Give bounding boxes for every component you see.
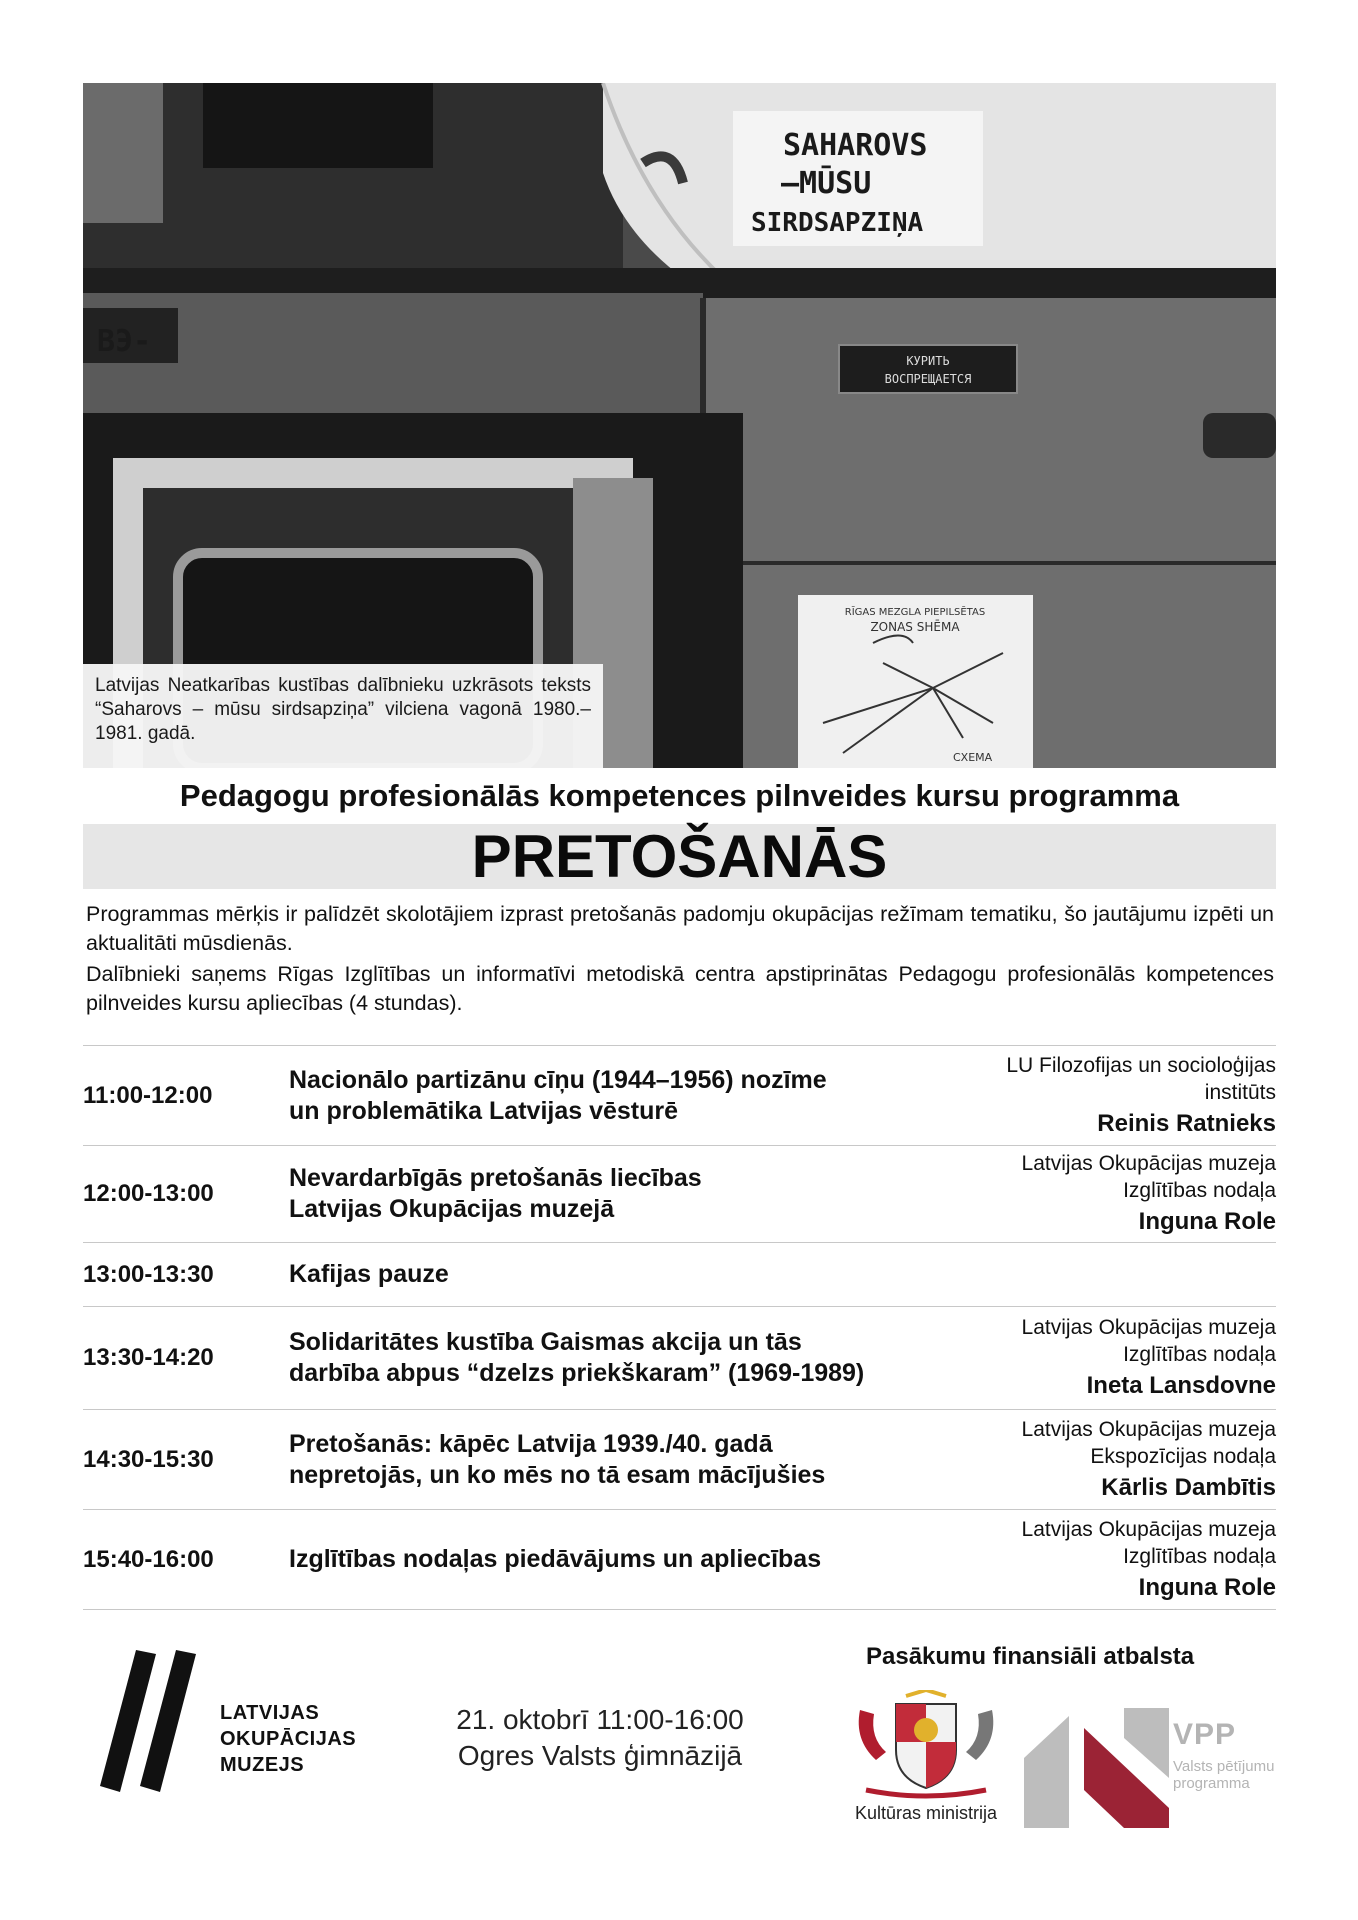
schedule-table [83, 1045, 1276, 1610]
session-topic [289, 1327, 946, 1389]
session-topic-line: Kafijas pauze [289, 1260, 449, 1288]
event-info [430, 1702, 770, 1774]
schedule-row [83, 1307, 1276, 1410]
museum-stripes-icon [98, 1646, 208, 1796]
plate-line-1: КУРИТЬ [906, 354, 950, 368]
speaker-organization: Latvijas Okupācijas muzeja [1021, 1316, 1276, 1339]
speaker-organization: Izglītības nodaļa [1123, 1179, 1276, 1202]
session-topic [289, 1544, 946, 1575]
speaker-name: Inguna Role [1138, 1573, 1276, 1601]
ministry-name: Kultūras ministrija [854, 1803, 998, 1823]
coat-of-arms-icon [846, 1690, 1006, 1800]
speaker-organization: LU Filozofijas un socioloģijas [1006, 1053, 1276, 1077]
session-speaker [946, 1150, 1276, 1238]
vpp-name-line: Valsts pētījumu [1173, 1758, 1275, 1775]
museum-name-line: MUZEJS [220, 1754, 305, 1776]
vpp-full-name [1173, 1758, 1283, 1792]
session-topic-line: nepretojās, un ko mēs no tā esam mācījušies [289, 1460, 826, 1489]
museum-name-line: LATVIJAS [220, 1702, 320, 1724]
vpp-mark-icon [1024, 1708, 1169, 1828]
session-topic [289, 1163, 946, 1225]
speaker-organization: institūts [1204, 1080, 1276, 1104]
session-topic [289, 1259, 946, 1290]
museum-name-line: OKUPĀCIJAS [220, 1728, 357, 1750]
support-label: Pasākumu finansiāli atbalsta [866, 1643, 1195, 1670]
session-speaker [946, 1516, 1276, 1604]
vpp-name-line: programma [1173, 1775, 1250, 1792]
graffiti-line-1: SAHAROVS [783, 128, 928, 163]
speaker-organization: Izglītības nodaļa [1123, 1343, 1276, 1366]
event-date-time: 21. oktobrī 11:00-16:00 [456, 1704, 744, 1735]
museum-name [220, 1700, 356, 1778]
session-topic-line: darbība abpus “dzelzs priekškaram” (1969-1989) [289, 1359, 865, 1387]
vpp-abbreviation: VPP [1173, 1718, 1237, 1751]
session-speaker [946, 1314, 1276, 1402]
speaker-organization: Latvijas Okupācijas muzeja [1021, 1517, 1276, 1541]
session-topic-line: Nacionālo partizānu cīņu (1944–1956) nozīme [289, 1065, 827, 1094]
speaker-organization: Ekspozīcijas nodaļa [1090, 1444, 1276, 1468]
ministry-logo [846, 1690, 1006, 1805]
wagon-number: ВЭ- [97, 324, 152, 359]
session-topic-line: Solidaritātes kustība Gaismas akcija un tās [289, 1328, 802, 1356]
speaker-organization: Latvijas Okupācijas muzeja [1021, 1417, 1276, 1441]
session-topic-line: Izglītības nodaļas piedāvājums un apliecības [289, 1545, 822, 1573]
graffiti-line-2: –MŪSU [781, 166, 872, 201]
map-header-2: ZONAS SHĒMA [870, 620, 960, 634]
event-venue: Ogres Valsts ģimnāzijā [457, 1740, 743, 1771]
plate-line-2: ВОСПРЕЩАЕТСЯ [884, 372, 972, 386]
schedule-row [83, 1410, 1276, 1510]
schedule-row [83, 1046, 1276, 1146]
session-time: 13:00-13:30 [83, 1260, 214, 1288]
program-subtitle: Pedagogu profesionālās kompetences pilnveides kursu programma [179, 778, 1180, 813]
speaker-name: Reinis Ratnieks [1097, 1109, 1276, 1137]
photo-caption: Latvijas Neatkarības kustības dalībnieku uzkrāsots teksts “Saharovs – mūsu sirdsapziņa” vilciena vagonā 1980.–1981. gadā. [83, 664, 603, 768]
intro-paragraph-2: Dalībnieki saņems Rīgas Izglītības un informatīvi metodiskā centra apstiprinātas Pedagogu profesionālās kompetences pilnveides kursu apliecības (4 stundas). [86, 962, 1274, 1015]
map-header-1: RĪGAS MEZGLA PIEPILSĒTAS [844, 607, 986, 618]
session-topic [289, 1429, 946, 1491]
session-speaker [946, 1416, 1276, 1504]
schedule-row [83, 1243, 1276, 1307]
session-topic-line: Latvijas Okupācijas muzejā [289, 1195, 615, 1223]
session-time: 13:30-14:20 [83, 1344, 214, 1371]
session-time: 12:00-13:00 [83, 1180, 214, 1207]
speaker-name: Ineta Lansdovne [1086, 1372, 1276, 1399]
vpp-logo [1024, 1708, 1169, 1833]
map-footer: СХЕМА [953, 751, 993, 764]
schedule-row [83, 1146, 1276, 1243]
session-speaker [946, 1052, 1276, 1140]
session-topic-line: un problemātika Latvijas vēsturē [289, 1096, 679, 1125]
session-time: 11:00-12:00 [83, 1081, 213, 1109]
session-topic-line: Nevardarbīgās pretošanās liecības [289, 1164, 702, 1192]
graffiti-line-3: SIRDSAPZIŅA [751, 208, 924, 238]
speaker-organization: Latvijas Okupācijas muzeja [1021, 1152, 1276, 1175]
intro-paragraph-1: Programmas mērķis ir palīdzēt skolotājiem izprast pretošanās padomju okupācijas režīmam tematiku, šo jautājumu izpēti un aktualitāti mūsdienās. [86, 902, 1274, 955]
museum-logo [98, 1646, 208, 1801]
speaker-name: Kārlis Dambītis [1101, 1473, 1276, 1501]
speaker-name: Inguna Role [1138, 1208, 1276, 1235]
session-time: 14:30-15:30 [83, 1445, 214, 1473]
session-topic [289, 1065, 946, 1127]
intro-text [86, 900, 1274, 1018]
page-title: PRETOŠANĀS [83, 824, 1276, 889]
schedule-row [83, 1510, 1276, 1610]
session-topic-line: Pretošanās: kāpēc Latvija 1939./40. gadā [289, 1429, 773, 1458]
speaker-organization: Izglītības nodaļa [1123, 1544, 1276, 1568]
session-time: 15:40-16:00 [83, 1545, 214, 1573]
